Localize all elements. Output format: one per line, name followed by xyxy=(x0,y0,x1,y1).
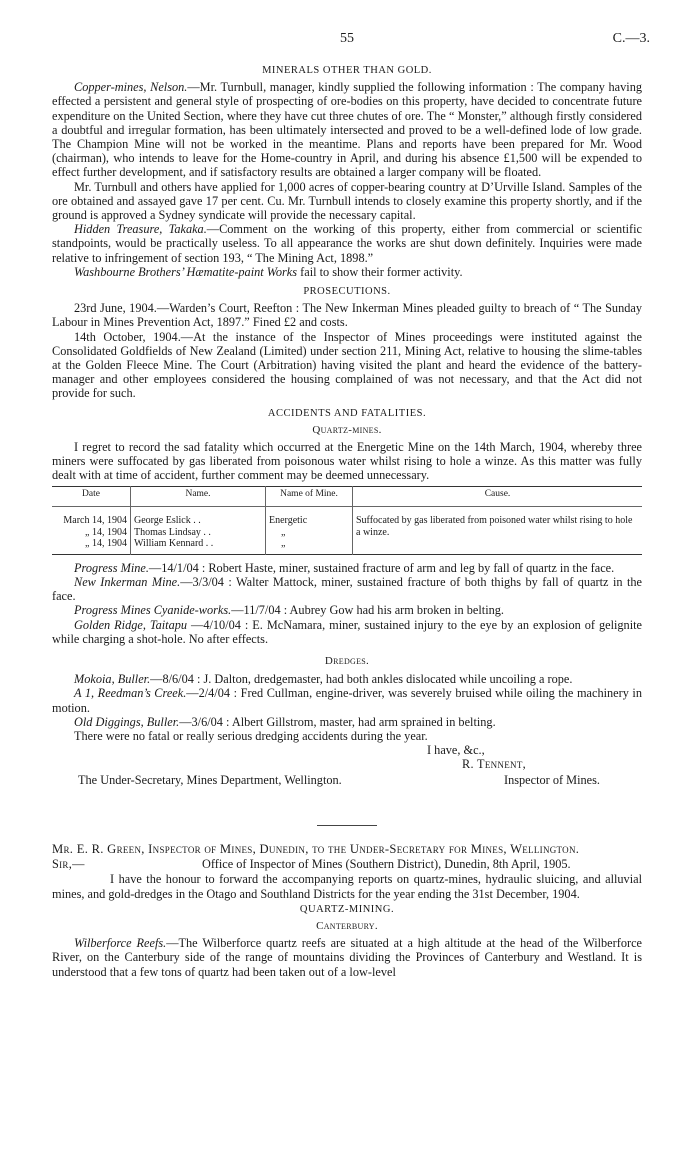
signature-title: Inspector of Mines. xyxy=(504,773,600,788)
dredge-item-2 xyxy=(52,686,642,714)
col-name: Name. xyxy=(131,486,266,507)
accidents-intro: I regret to record the sad fatality which occurred at the Energetic Mine on the 14th March, 1904, whereby three miners were suffocated by gas liberated from poisonous water whilst rising to hole a winze. As this matter was fully dealt with at time of accident, further comment may be deemed unnecessary. xyxy=(52,440,642,483)
date-3: „ 14, 1904 xyxy=(85,538,127,550)
date-1: March 14, 1904 xyxy=(63,515,127,527)
date-2: „ 14, 1904 xyxy=(85,526,127,538)
accident-item-3 xyxy=(52,603,642,617)
names-cell xyxy=(131,507,266,555)
dredge-text-3: —3/6/04 : Albert Gillstrom, master, had arm sprained in belting. xyxy=(179,714,496,729)
accident-item-4 xyxy=(52,618,642,646)
accident-place-2: New Inkerman Mine. xyxy=(74,574,181,589)
wilberforce-paragraph xyxy=(52,936,642,979)
wilberforce-title: Wilberforce Reefs. xyxy=(74,936,167,951)
dredge-item-1 xyxy=(52,672,642,686)
letter-body: I have the honour to forward the accompanying reports on quartz-mines, hydraulic sluicing, and alluvial mines, and gold-dredges in the Otago and Southland Districts for the year ending the 31st December, 1904. xyxy=(52,872,642,901)
hidden-treasure-title: Hidden Treasure, Takaka. xyxy=(74,222,207,237)
accident-text-4: —4/10/04 : E. McNamara, miner, sustained injury to the eye by an explosion of gelignite while charging a shot-hole. No after effects. xyxy=(52,617,642,646)
accident-item-1 xyxy=(52,561,642,575)
accident-place-4: Golden Ridge, Taitapu xyxy=(74,617,188,632)
copper-mines-paragraph xyxy=(52,80,642,179)
office-line: Office of Inspector of Mines (Southern District), Dunedin, 8th April, 1905. xyxy=(202,857,571,872)
fatalities-table xyxy=(52,486,642,555)
dates-cell xyxy=(52,507,131,555)
canterbury-subheading: Canterbury. xyxy=(316,919,378,932)
signature-have: I have, &c., xyxy=(427,743,485,758)
hidden-treasure-paragraph xyxy=(52,222,642,265)
name-1: George Eslick . . xyxy=(134,515,201,527)
dredge-place-2: A 1, Reedman’s Creek. xyxy=(74,686,187,701)
washbourne-paragraph xyxy=(52,265,642,279)
col-cause: Cause. xyxy=(353,486,643,507)
name-3: William Kennard . . xyxy=(134,538,214,550)
wilberforce-text: —The Wilberforce quartz reefs are situated at a high altitude at the head of the Wilberforce River, on the Canterbury side of the range of mountains dividing the Provinces of Canterbury and Westland. It is understood that a few tons of quartz had been taken out of a low-level xyxy=(52,936,642,979)
col-date: Date xyxy=(52,486,131,507)
section-divider xyxy=(317,825,377,826)
accident-place-1: Progress Mine. xyxy=(74,560,149,575)
dredge-text-2: —2/4/04 : Fred Cullman, engine-driver, was severely bruised while oiling the machinery in motion. xyxy=(52,686,643,715)
accident-place-3: Progress Mines Cyanide-works. xyxy=(74,603,232,618)
dredge-text-1: —8/6/04 : J. Dalton, dredgemaster, had both ankles dislocated while uncoiling a rope. xyxy=(150,672,573,687)
accident-text-3: —11/7/04 : Aubrey Gow had his arm broken in belting. xyxy=(231,603,505,618)
dredge-place-3: Old Diggings, Buller. xyxy=(74,714,180,729)
accident-text-1: —14/1/04 : Robert Haste, miner, sustained fracture of arm and leg by fall of quartz in the face. xyxy=(148,560,615,575)
copper-mines-title: Copper-mines, Nelson. xyxy=(74,80,188,95)
dredge-place-1: Mokoia, Buller. xyxy=(74,672,151,687)
prosecutions-heading: PROSECUTIONS. xyxy=(303,286,391,298)
dredge-item-3 xyxy=(52,715,642,729)
washbourne-title: Washbourne Brothers’ Hæmatite-paint Works xyxy=(74,264,298,279)
prosecution-paragraph-2: 14th October, 1904.—At the instance of the Inspector of Mines proceedings were instituted against the Consolidated Goldfields of New Zealand (Limited) under section 211, Mining Act, relative to housing the slime-tables at the Golden Fleece Mine. The Court (Arbitration) having visited the plant and heard the evidence of the battery-manager and other employees considered the housing complained of was not necessary, and that the Act did not provide for such. xyxy=(52,329,642,401)
mine-2: „ xyxy=(281,526,286,538)
prosecution-paragraph-1: 23rd June, 1904.—Warden’s Court, Reefton : The New Inkerman Mines pleaded guilty to breach of “ The Sunday Labour in Mines Prevention Act, 1897.” Fined £2 and costs. xyxy=(52,301,642,330)
mine-3: „ xyxy=(281,538,286,550)
minerals-heading: MINERALS OTHER THAN GOLD. xyxy=(262,65,432,76)
accidents-heading: ACCIDENTS AND FATALITIES. xyxy=(267,407,427,419)
name-2: Thomas Lindsay . . xyxy=(134,526,211,538)
washbourne-text: fail to show their former activity. xyxy=(297,264,463,279)
dredges-closing: There were no fatal or really serious dredging accidents during the year. xyxy=(74,728,428,743)
turnbull-paragraph: Mr. Turnbull and others have applied for 1,000 acres of copper-bearing country at D’Urville Island. Samples of the ore obtained and assayed gave 17 per cent. Cu. Mr. Turnbull intends to closely examine this property shortly, and if the ground is approved a Sydney syndicate will provide the necessary capital. xyxy=(52,179,642,223)
signature-addressee: The Under-Secretary, Mines Department, Wellington. xyxy=(78,773,342,788)
copper-mines-text: —Mr. Turnbull, manager, kindly supplied the following information : The company having effected a persistent and general style of prospecting of ore-bodies on this property, have decided to concentrate future expenditure on the United Section, where they have cut three chutes of ore. The “ Monster,” although firstly considered a doubtful and irregular formation, has been ultimately intersected and proved to be a well-defined lode of low grade. The Champion Mine will not be worked in the meantime. Plans and reports have been prepared for Mr. Wood (chairman), who intends to leave for the Home-country in April, and during his absence £1,500 will be expended to effect further development, and if satisfactory results are obtained a larger company will be floated. xyxy=(52,80,642,180)
table-row xyxy=(52,507,642,555)
accident-text-2: —3/3/04 : Walter Mattock, miner, sustained fracture of both thighs by fall of quartz in the face. xyxy=(52,574,642,604)
page-header xyxy=(52,30,650,62)
col-mine: Name of Mine. xyxy=(266,486,353,507)
mine-1: Energetic xyxy=(269,515,308,527)
dredges-heading: Dredges. xyxy=(324,654,370,667)
page-number: 55 xyxy=(340,31,354,46)
salutation: Sir,— xyxy=(52,857,85,872)
accident-item-2 xyxy=(52,575,642,603)
mines-cell xyxy=(266,507,353,555)
series-code: C.—3. xyxy=(612,31,650,46)
hidden-treasure-text: —Comment on the working of this property, either from commercial or scientific standpoints, would be practically useless. To all appearance the works are shut down definitely. Inquiries were made relative to infringement of section 193, “ The Mining Act, 1898.” xyxy=(52,222,642,265)
signature-block xyxy=(52,743,642,815)
quartz-mining-heading: QUARTZ-MINING. xyxy=(299,903,395,915)
cause-cell: Suffocated by gas liberated from poisoned water whilst rising to hole a winze. xyxy=(356,515,633,538)
quartz-mines-subheading: Quartz-mines. xyxy=(312,423,382,436)
letter-heading: Mr. E. R. Green, Inspector of Mines, Dunedin, to the Under-Secretary for Mines, Wellington. xyxy=(52,842,580,857)
signature-name: R. Tennent, xyxy=(462,757,527,772)
salutation-line xyxy=(52,856,642,872)
